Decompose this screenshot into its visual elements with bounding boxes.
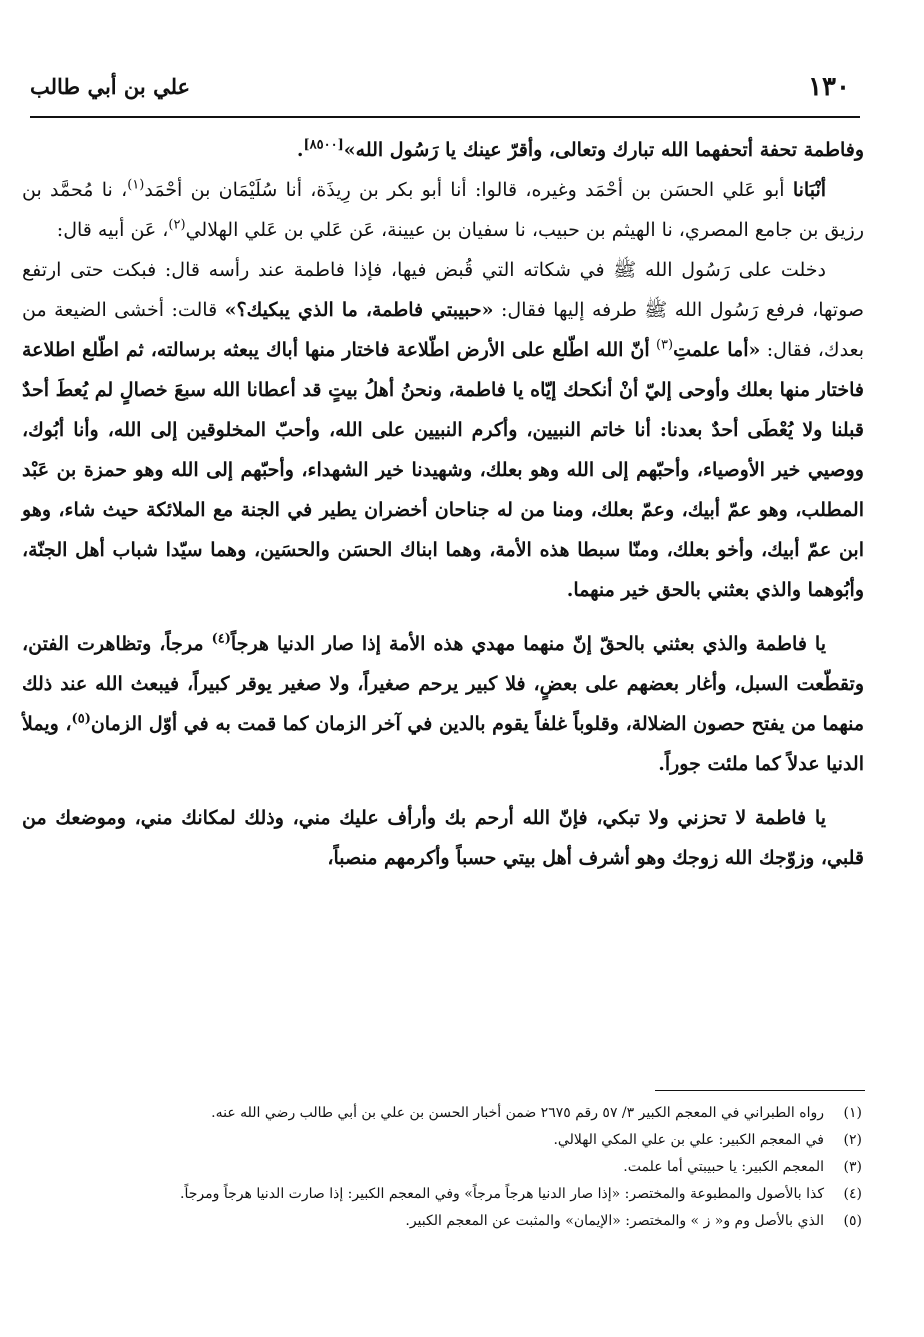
footnote-ref-4: (٤) bbox=[211, 631, 231, 647]
paragraph-3: دخلت على رَسُول الله ﷺ في شكاته التي قُبض فيها، فإذا فاطمة عند رأسه قال: فبكت حتى ارتفع صوتها، فرفع رَسُول الله ﷺ طرفه إليها فقال: «حبيبتي فاطمة، ما الذي يبكيك؟» قالت: أخشى الضيعة من بعدك، فقال: «أما علمتِ$^{(٣)}$ أنّ الله اطّلع على الأرض اطّلاعة فاختار منها أباك يبعثه برسالته، ثم اطّلع اطلاعة فاختار منها بعلك وأوحى إليّ أنْ أنكحك إيّاه يا فاطمة، ونحنُ أهلُ بيتٍ قد أعطانا الله سبعَ خصالٍ لم يُعطَ أحدٌ قبلنا ولا يُعْطَى أحدٌ بعدنا: أنا خاتم النبيين، وأكرم النبيين على الله، وأحبّ المخلوقين إلى الله، وأنا أبُوك، ووصيي خير الأوصياء، وأحبّهم إلى الله وهو بعلك، وشهيدنا خير الشهداء، وأحبّهم إلى الله وهو حمزة بن عَبْد المطلب، وهو عمّ أبيك، وعمّ بعلك، ومنا من له جناحان أخضران يطير في الجنة مع الملائكة حيث شاء، وهو ابن عمّ أبيك، وأخو بعلك، ومنّا سبطا هذه الأمة، وهما ابناك الحسَن والحسَين، وهما سيّدا شباب أهل الجنّة، وأبُوهما والذي بعثني بالحق خير منهما. bbox=[22, 259, 865, 601]
footnote-ref-3: (٣) bbox=[655, 337, 674, 353]
footnote-item: (٤) كذا بالأصول والمطبوعة والمختصر: «إذا صار الدنيا هرجاً مرجاً» وفي المعجم الكبير: إذا صارت الدنيا هرجاً ومرجاً. bbox=[180, 1186, 862, 1202]
main-text bbox=[22, 130, 864, 878]
paragraph-4: يا فاطمة والذي بعثني بالحقّ إنّ منهما مهدي هذه الأمة إذا صار الدنيا هرجاً$^{(٤)}$ مرجاً، وتظاهرت الفتن، وتقطّعت السبل، وأغار بعضهم على بعضٍ، فلا كبير يرحم صغيراً، ولا صغير يوقر كبيراً، فيبعث الله عند ذلك منهما من يفتح حصون الضلالة، وقلوباً غلفاً يقوم بالدين في آخر الزمان كما قمت به في أوّل الزمان$^{(٥)}$، ويملأ الدنيا عدلاً كما ملئت جوراً. bbox=[22, 631, 864, 775]
footnote-item: (٢) في المعجم الكبير: علي بن علي المكي الهلالي. bbox=[553, 1132, 862, 1148]
hadith-ref: [٨٥٠٠] bbox=[303, 137, 344, 153]
header-rule bbox=[30, 116, 860, 118]
paragraph-5: يا فاطمة لا تحزني ولا تبكي، فإنّ الله أرحم بك وأرأف عليك مني، وذلك لمكانك مني، وموضعك من قلبي، وزوّجك الله زوجك وهو أشرف أهل بيتي حسباً وأكرمهم منصباً، bbox=[22, 807, 864, 869]
isnad-lead: أنْبَانا bbox=[792, 179, 827, 201]
footnote-item: (٣) المعجم الكبير: يا حبيبتي أما علمت. bbox=[623, 1159, 862, 1175]
footnote-rule bbox=[655, 1090, 865, 1091]
paragraph-2-isnad: أنْبَانا أبو عَلي الحسَن بن أحْمَد وغيره، قالوا: أنا أبو بكر بن رِيذَة، أنا سُلَيْمَان بن أحْمَد$^{(١)}$، نا مُحمَّد بن رزيق بن جامع المصري، نا الهيثم بن حبيب، نا سفيان بن عيينة، عَن عَلي بن عَلي الهلالي$^{(٢)}$، عَن أبيه قال: bbox=[22, 177, 864, 241]
running-title: علي بن أبي طالب bbox=[30, 74, 191, 99]
footnotes bbox=[24, 1100, 862, 1235]
paragraph-1: وفاطمة تحفة أتحفهما الله تبارك وتعالى، وأقرّ عينك يا رَسُول الله»[٨٥٠٠]. bbox=[296, 137, 864, 161]
page-header bbox=[30, 62, 860, 112]
footnote-item: (١) رواه الطبراني في المعجم الكبير ٣/ ٥٧ رقم ٢٦٧٥ ضمن أخبار الحسن بن علي بن أبي طالب رضي الله عنه. bbox=[211, 1105, 862, 1121]
footnote-ref-2: (٢) bbox=[168, 217, 186, 233]
page-number: ١٣٠ bbox=[808, 72, 850, 102]
footnote-ref-5: (٥) bbox=[71, 711, 91, 727]
footnote-ref-1: (١) bbox=[127, 177, 145, 193]
footnote-item: (٥) الذي بالأصل وم و« ز » والمختصر: «الإيمان» والمثبت عن المعجم الكبير. bbox=[405, 1213, 862, 1229]
